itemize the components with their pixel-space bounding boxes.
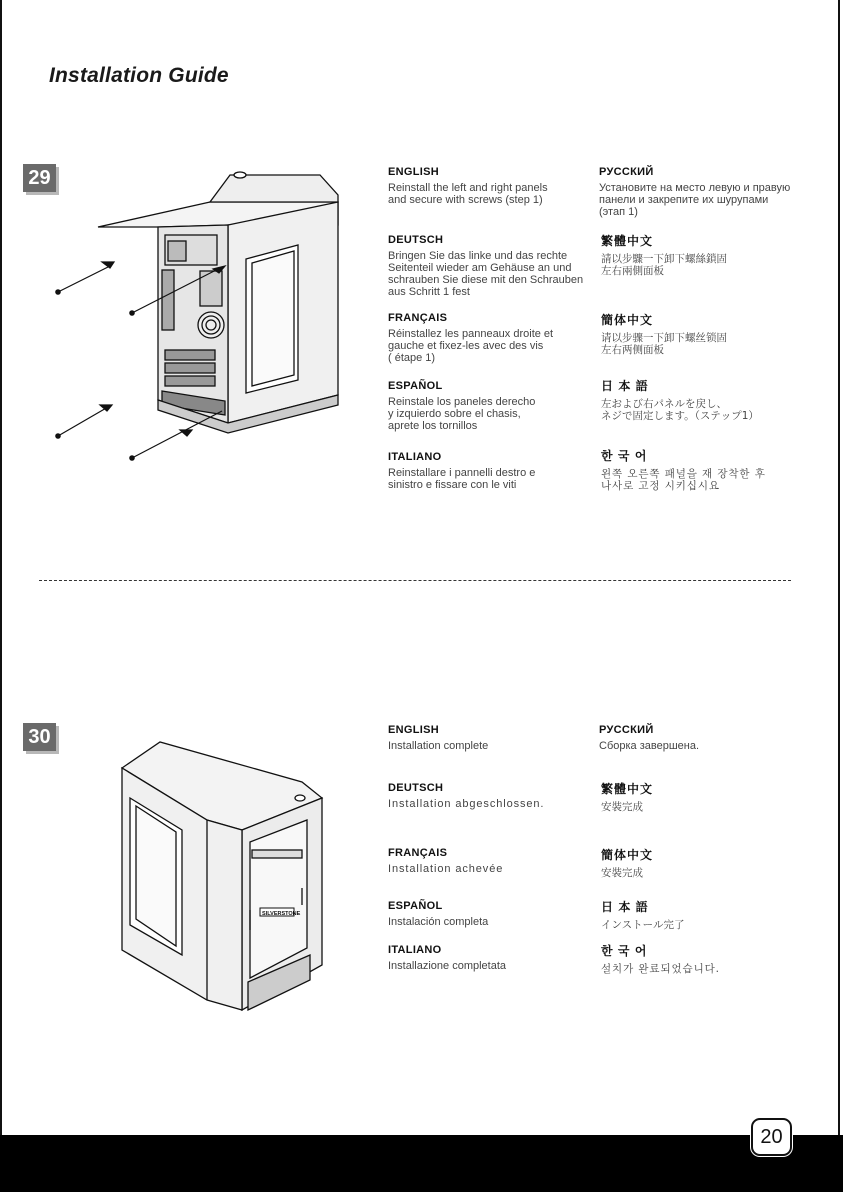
section-divider — [39, 580, 791, 581]
step-29-francais — [388, 312, 613, 364]
step-29-simplified-chinese — [601, 311, 826, 356]
step-29-badge: 29 — [23, 164, 56, 192]
instruction-text: Réinstallez les panneaux droite et gauche et fixez-les avec des vis ( étape 1) — [388, 328, 554, 364]
language-heading: ITALIANO — [388, 451, 442, 463]
step-30-japanese — [601, 898, 826, 931]
language-heading: 繁體中文 — [601, 782, 654, 796]
language-heading: РУССКИЙ — [599, 166, 654, 178]
step-29-english — [388, 166, 613, 206]
instruction-text: Reinstallare i pannelli destro e sinistro e fissare con le viti — [388, 467, 536, 491]
language-heading: 簡体中文 — [601, 313, 654, 327]
instruction-text: Installazione completata — [388, 960, 507, 972]
step-29-espanol — [388, 380, 613, 432]
step-30-illustration — [112, 720, 324, 1018]
language-heading: 日 本 語 — [601, 379, 649, 393]
instruction-text: 安裝完成 — [601, 867, 643, 879]
page-border-left — [0, 0, 2, 1135]
instruction-text: Installation complete — [388, 740, 489, 752]
instruction-text: 왼쪽 오른쪽 패널을 재 장착한 후 나사로 고정 시키십시요 — [601, 468, 766, 492]
instruction-text: Installation achevée — [388, 863, 504, 875]
language-heading: 한 국 어 — [601, 944, 648, 958]
step-30-italiano — [388, 944, 613, 972]
step-30-badge: 30 — [23, 723, 56, 751]
language-heading: РУССКИЙ — [599, 724, 654, 736]
step-29-illustration — [50, 165, 345, 465]
step-30-russian — [599, 724, 824, 752]
step-29-korean — [601, 447, 826, 492]
footer-bar — [0, 1135, 843, 1192]
step-29-deutsch — [388, 234, 613, 298]
step-29-italiano — [388, 451, 613, 491]
language-heading: 簡体中文 — [601, 848, 654, 862]
instruction-text: Reinstall the left and right panels and secure with screws (step 1) — [388, 182, 548, 206]
language-heading: DEUTSCH — [388, 234, 444, 246]
step-30-deutsch — [388, 782, 613, 810]
page-border-right — [838, 0, 843, 1135]
language-heading: 繁體中文 — [601, 234, 654, 248]
instruction-text: Installation abgeschlossen. — [388, 798, 545, 810]
language-heading: ITALIANO — [388, 944, 442, 956]
instruction-text: 安裝完成 — [601, 801, 643, 813]
language-heading: ENGLISH — [388, 166, 439, 178]
instruction-text: 설치가 완료되었습니다. — [601, 963, 720, 975]
instruction-text: 請以步驟一下卸下螺絲鎖固 左右兩側面板 — [601, 253, 727, 277]
page-number: 20 — [751, 1118, 792, 1156]
step-30-traditional-chinese — [601, 780, 826, 813]
language-heading: ESPAÑOL — [388, 380, 443, 392]
instruction-text: Instalación completa — [388, 916, 489, 928]
step-30-simplified-chinese — [601, 846, 826, 879]
language-heading: 한 국 어 — [601, 449, 648, 463]
page-title: Installation Guide — [49, 64, 229, 87]
instruction-text: Reinstale los paneles derecho y izquierdo sobre el chasis, aprete los tornillos — [388, 396, 536, 432]
language-heading: 日 本 語 — [601, 900, 649, 914]
instruction-text: インストール完了 — [601, 919, 685, 931]
step-30-english — [388, 724, 613, 752]
language-heading: ESPAÑOL — [388, 900, 443, 912]
case-logo: SILVERSTONE — [262, 911, 301, 917]
instruction-text: Установите на место левую и правую панели и закрепите их шурупами (этап 1) — [599, 182, 791, 218]
language-heading: DEUTSCH — [388, 782, 444, 794]
language-heading: FRANÇAIS — [388, 847, 448, 859]
step-29-russian — [599, 166, 829, 218]
instruction-text: 请以步骤一下卸下螺丝锁固 左右两侧面板 — [601, 332, 727, 356]
language-heading: FRANÇAIS — [388, 312, 448, 324]
language-heading: ENGLISH — [388, 724, 439, 736]
step-30-espanol — [388, 900, 613, 928]
step-30-francais — [388, 847, 613, 875]
instruction-text: Bringen Sie das linke und das rechte Seitenteil wieder am Gehäuse an und schrauben Sie diese mit den Schrauben aus Schritt 1 fest — [388, 250, 584, 298]
step-30-korean — [601, 942, 826, 975]
step-29-traditional-chinese — [601, 232, 826, 277]
instruction-text: 左および右パネルを戻し、 ネジで固定します。（ステップ1） — [601, 398, 759, 422]
step-29-japanese — [601, 377, 826, 422]
instruction-text: Сборка завершена. — [599, 740, 700, 752]
